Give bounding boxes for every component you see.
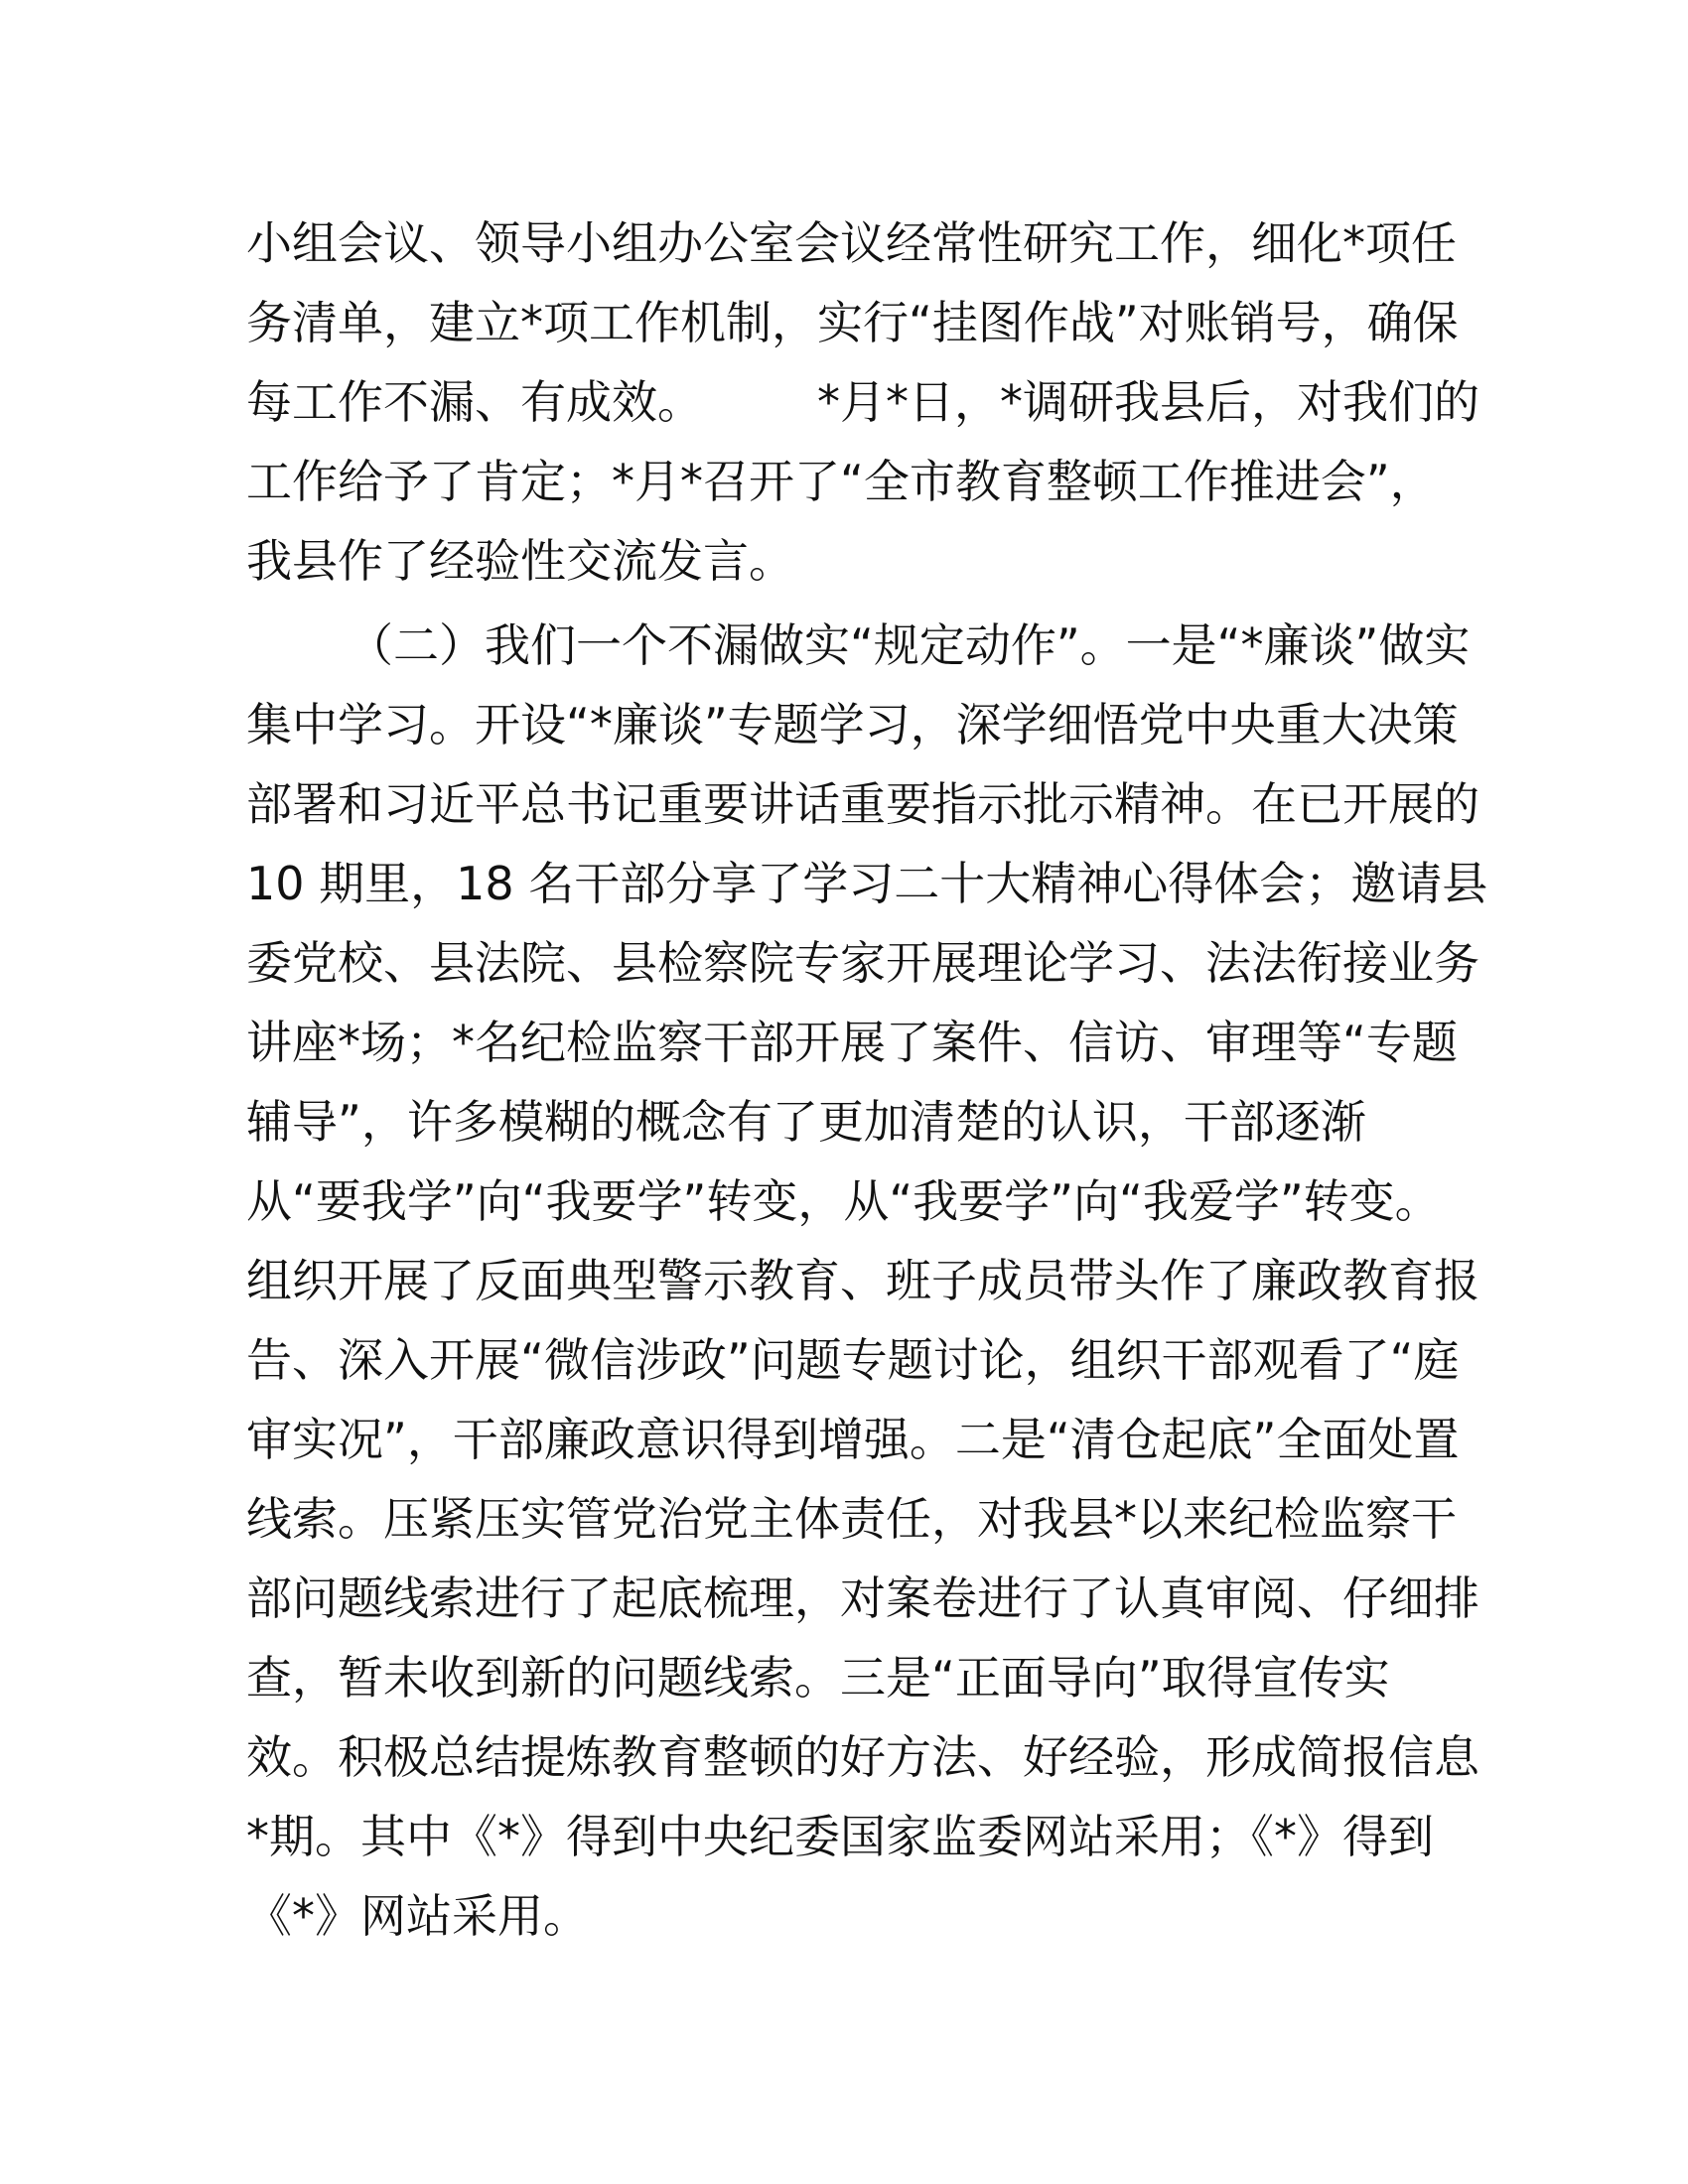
section-heading-line: （二）我们一个不漏做实“规定动作”。一是“*廉谈”做实 [348, 618, 1471, 672]
text-line: 审实况”，干部廉政意识得到增强。二是“清仓起底”全面处置 [246, 1413, 1460, 1466]
text-line: 我县作了经验性交流发言。 [246, 534, 794, 588]
text-line: 每工作不漏、有成效。 *月*日，*调研我县后，对我们的 [246, 375, 1479, 429]
text-line: 讲座*场；*名纪检监察干部开展了案件、信访、审理等“专题 [246, 1016, 1458, 1069]
text-line: 部署和习近平总书记重要讲话重要指示批示精神。在已开展的 [246, 777, 1479, 831]
text-line: 告、深入开展“微信涉政”问题专题讨论，组织干部观看了“庭 [246, 1333, 1460, 1387]
text-line: 从“要我学”向“我要学”转变，从“我要学”向“我爱学”转变。 [246, 1174, 1441, 1228]
text-line: 《*》网站采用。 [246, 1889, 589, 1943]
paragraph-required-actions [246, 606, 1488, 1956]
text-line: 10 期里，18 名干部分享了学习二十大精神心得体会；邀请县 [246, 857, 1488, 910]
text-line: 部问题线索进行了起底梳理，对案卷进行了认真审阅、仔细排 [246, 1571, 1479, 1625]
text-line: 小组会议、领导小组办公室会议经常性研究工作，细化*项任 [246, 216, 1457, 270]
text-line: 工作给予了肯定；*月*召开了“全市教育整顿工作推进会”， [246, 455, 1436, 508]
text-line: 委党校、县法院、县检察院专家开展理论学习、法法衔接业务 [246, 936, 1479, 990]
text-line: 集中学习。开设“*廉谈”专题学习，深学细悟党中央重大决策 [246, 698, 1459, 751]
text-line: 务清单，建立*项工作机制，实行“挂图作战”对账销号，确保 [246, 296, 1459, 349]
text-line: 组织开展了反面典型警示教育、班子成员带头作了廉政教育报 [246, 1254, 1479, 1307]
text-line: 辅导”，许多模糊的概念有了更加清楚的认识，干部逐渐 [246, 1095, 1366, 1149]
text-line: 效。积极总结提炼教育整顿的好方法、好经验，形成简报信息 [246, 1730, 1479, 1784]
text-line: 线索。压紧压实管党治党主体责任，对我县*以来纪检监察干 [246, 1492, 1457, 1546]
text-line: 查，暂未收到新的问题线索。三是“正面导向”取得宣传实 [246, 1651, 1390, 1705]
paragraph-work-mechanism [246, 204, 1479, 601]
text-line: *期。其中《*》得到中央纪委国家监委网站采用；《*》得到 [246, 1810, 1434, 1863]
